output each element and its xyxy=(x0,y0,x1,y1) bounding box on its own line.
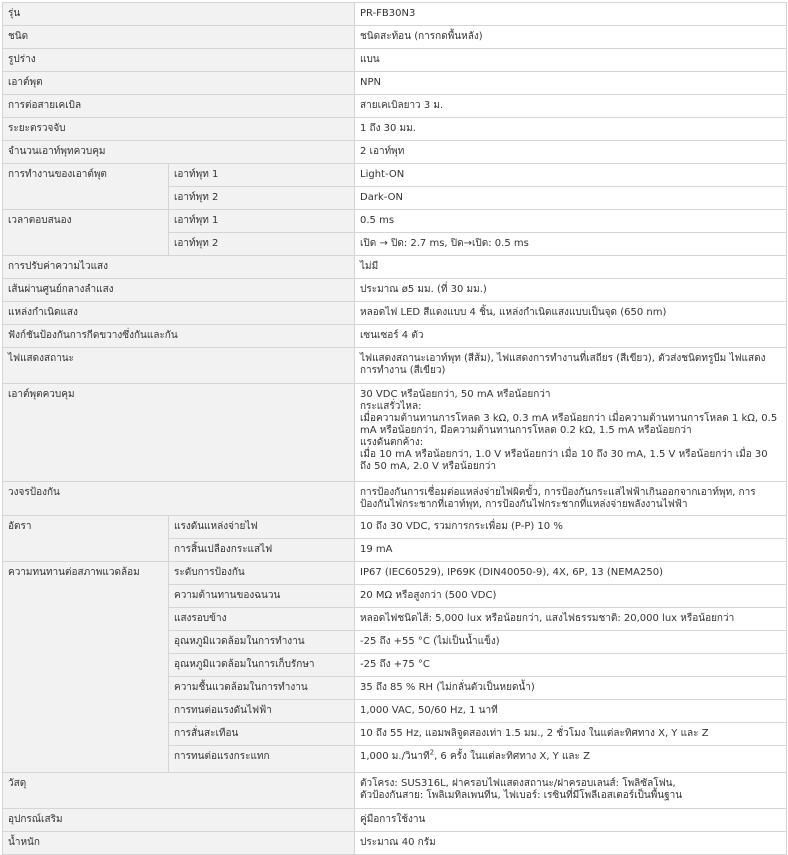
spec-value-env-1: IP67 (IEC60529), IP69K (DIN40050-9), 4X, 6P, 13 (NEMA250) xyxy=(355,562,787,585)
spec-row-light-source xyxy=(3,302,787,325)
spec-label-response-time: เวลาตอบสนอง xyxy=(3,210,169,256)
spec-label-detect-range: ระยะตรวจจับ xyxy=(3,118,355,141)
spec-value-indicator: ไฟแสดงสถานะเอาท์พุท (สีส้ม), ไฟแสดงการทำงานที่เสถียร (สีเขียว), ตัวส่งชนิดทรูบีม ไฟแสดงการทำงาน (สีเขียว) xyxy=(355,348,787,384)
spec-row-weight xyxy=(3,832,787,855)
control-output-line-4: แรงดันตกค้าง: xyxy=(360,437,424,448)
spec-value-env-7: 1,000 VAC, 50/60 Hz, 1 นาที xyxy=(355,700,787,723)
spec-row-control-output xyxy=(3,384,787,482)
spec-value-type: ชนิดสะท้อน (การกดพื้นหลัง) xyxy=(355,26,787,49)
spec-label-light-source: แหล่งกำเนิดแสง xyxy=(3,302,355,325)
spec-sub-env-4: อุณหภูมิแวดล้อมในการทำงาน xyxy=(169,631,355,654)
spec-value-shape: แบน xyxy=(355,49,787,72)
control-output-line-2: กระแสรั่วไหล: xyxy=(360,401,422,412)
spec-row-output-operation-1 xyxy=(3,164,787,187)
spec-row-response-time-1 xyxy=(3,210,787,233)
spec-label-protection-circuit: วงจรป้องกัน xyxy=(3,482,355,516)
spec-row-model xyxy=(3,3,787,26)
spec-sub-env-6: ความชื้นแวดล้อมในการทำงาน xyxy=(169,677,355,700)
spec-sub-env-5: อุณหภูมิแวดล้อมในการเก็บรักษา xyxy=(169,654,355,677)
spec-value-response-time-1: 0.5 ms xyxy=(355,210,787,233)
spec-sub-env-1: ระดับการป้องกัน xyxy=(169,562,355,585)
spec-row-indicator xyxy=(3,348,787,384)
spec-label-beam-diameter: เส้นผ่านศูนย์กลางลำแสง xyxy=(3,279,355,302)
spec-value-output-operation-1: Light-ON xyxy=(355,164,787,187)
spec-row-accessories xyxy=(3,809,787,832)
spec-value-env-5: -25 ถึง +75 °C xyxy=(355,654,787,677)
spec-sub-response-time-2: เอาท์พุท 2 xyxy=(169,233,355,256)
spec-value-sensitivity: ไม่มี xyxy=(355,256,787,279)
spec-value-supply-voltage: 10 ถึง 30 VDC, รวมการกระเพื่อม (P-P) 10 % xyxy=(355,516,787,539)
spec-label-model: รุ่น xyxy=(3,3,355,26)
spec-value-current-consumption: 19 mA xyxy=(355,539,787,562)
control-output-line-1: 30 VDC หรือน้อยกว่า, 50 mA หรือน้อยกว่า xyxy=(360,389,551,400)
spec-value-env-6: 35 ถึง 85 % RH (ไม่กลั่นตัวเป็นหยดน้ำ) xyxy=(355,677,787,700)
spec-value-detect-range: 1 ถึง 30 มม. xyxy=(355,118,787,141)
spec-value-env-8: 10 ถึง 55 Hz, แอมพลิจูดสองเท่า 1.5 มม., 2 ชั่วโมง ในแต่ละทิศทาง X, Y และ Z xyxy=(355,723,787,746)
spec-value-model: PR-FB30N3 xyxy=(355,3,787,26)
spec-value-output: NPN xyxy=(355,72,787,95)
spec-value-material xyxy=(355,773,787,809)
shock-value-part-a: 1,000 ม./วินาที xyxy=(360,751,430,762)
material-line-1: ตัวโครง: SUS316L, ฝาครอบไฟแสดงสถานะ/ฝาครอบเลนส์: โพลิซัลโฟน, xyxy=(360,778,676,789)
spec-label-rating: อัตรา xyxy=(3,516,169,562)
spec-label-sensitivity: การปรับค่าความไวแสง xyxy=(3,256,355,279)
spec-label-interference: ฟังก์ชันป้องกันการกีดขวางซึ่งกันและกัน xyxy=(3,325,355,348)
spec-row-protection-circuit xyxy=(3,482,787,516)
spec-label-output-operation: การทำงานของเอาต์พุต xyxy=(3,164,169,210)
spec-label-indicator: ไฟแสดงสถานะ xyxy=(3,348,355,384)
spec-value-env-3: หลอดไฟชนิดไส้: 5,000 lux หรือน้อยกว่า, แสงไฟธรรมชาติ: 20,000 lux หรือน้อยกว่า xyxy=(355,608,787,631)
shock-value-part-b: , 6 ครั้ง ในแต่ละทิศทาง X, Y และ Z xyxy=(434,751,590,762)
spec-row-material xyxy=(3,773,787,809)
spec-label-output-count: จำนวนเอาท์พุทควบคุม xyxy=(3,141,355,164)
spec-value-env-2: 20 MΩ หรือสูงกว่า (500 VDC) xyxy=(355,585,787,608)
spec-sub-output-operation-1: เอาท์พุท 1 xyxy=(169,164,355,187)
spec-sub-current-consumption: การสิ้นเปลืองกระแสไฟ xyxy=(169,539,355,562)
spec-row-sensitivity xyxy=(3,256,787,279)
spec-value-cable: สายเคเบิลยาว 3 ม. xyxy=(355,95,787,118)
spec-value-output-count: 2 เอาท์พุท xyxy=(355,141,787,164)
spec-value-control-output xyxy=(355,384,787,482)
spec-sub-env-8: การสั่นสะเทือน xyxy=(169,723,355,746)
spec-label-type: ชนิด xyxy=(3,26,355,49)
spec-value-env-9 xyxy=(355,746,787,773)
spec-sub-env-3: แสงรอบข้าง xyxy=(169,608,355,631)
spec-label-environment: ความทนทานต่อสภาพแวดล้อม xyxy=(3,562,169,773)
spec-value-interference: เซนเซอร์ 4 ตัว xyxy=(355,325,787,348)
spec-row-output-count xyxy=(3,141,787,164)
spec-row-type xyxy=(3,26,787,49)
spec-value-light-source: หลอดไฟ LED สีแดงแบบ 4 ชิ้น, แหล่งกำเนิดแสงแบบเป็นจุด (650 nm) xyxy=(355,302,787,325)
spec-sub-env-2: ความต้านทานของฉนวน xyxy=(169,585,355,608)
material-line-2: ตัวป้องกันสาย: โพลิเมทิลเพนทีน, ไฟเบอร์: เรซินที่มีโพลีเอสเตอร์เป็นพื้นฐาน xyxy=(360,790,683,801)
spec-row-beam-diameter xyxy=(3,279,787,302)
spec-table xyxy=(2,2,787,855)
spec-row-shape xyxy=(3,49,787,72)
control-output-line-5: เมื่อ 10 mA หรือน้อยกว่า, 1.0 V หรือน้อยกว่า เมื่อ 10 ถึง 30 mA, 1.5 V หรือน้อยกว่า เมื่อ 30 ถึง 50 mA, 2.0 V หรือน้อยกว่า xyxy=(360,449,768,472)
spec-row-output xyxy=(3,72,787,95)
spec-row-cable xyxy=(3,95,787,118)
spec-sub-env-9: การทนต่อแรงกระแทก xyxy=(169,746,355,773)
control-output-line-3: เมื่อความต้านทานการโหลด 3 kΩ, 0.3 mA หรือน้อยกว่า เมื่อความต้านทานการโหลด 1 kΩ, 0.5 mA หรือน้อยกว่า, มีอความต้านทานการโหลด 0.2 kΩ, 1.5 mA หรือน้อยกว่า xyxy=(360,413,778,436)
spec-label-accessories: อุปกรณ์เสริม xyxy=(3,809,355,832)
spec-row-rating-1 xyxy=(3,516,787,539)
spec-row-interference xyxy=(3,325,787,348)
shock-value-superscript: 2 xyxy=(429,748,435,757)
spec-sub-supply-voltage: แรงดันแหล่งจ่ายไฟ xyxy=(169,516,355,539)
spec-value-env-4: -25 ถึง +55 °C (ไม่เป็นน้ำแข็ง) xyxy=(355,631,787,654)
spec-sub-response-time-1: เอาท์พุท 1 xyxy=(169,210,355,233)
spec-label-control-output: เอาต์พุตควบคุม xyxy=(3,384,355,482)
spec-value-beam-diameter: ประมาณ ø5 มม. (ที่ 30 มม.) xyxy=(355,279,787,302)
spec-table-container xyxy=(2,2,786,855)
spec-value-weight: ประมาณ 40 กรัม xyxy=(355,832,787,855)
spec-sub-env-7: การทนต่อแรงดันไฟฟ้า xyxy=(169,700,355,723)
spec-label-output: เอาต์พุต xyxy=(3,72,355,95)
spec-value-protection-circuit: การป้องกันการเชื่อมต่อแหล่งจ่ายไฟผิดขั้ว, การป้องกันกระแสไฟฟ้าเกินออกจากเอาท์พุท, การป้องกันไฟกระชากที่เอาท์พุท, การป้องกันไฟกระชากที่แหล่งจ่ายพลังงานไฟฟ้า xyxy=(355,482,787,516)
spec-label-cable: การต่อสายเคเบิล xyxy=(3,95,355,118)
spec-sub-output-operation-2: เอาท์พุท 2 xyxy=(169,187,355,210)
spec-value-accessories: คู่มือการใช้งาน xyxy=(355,809,787,832)
spec-value-output-operation-2: Dark-ON xyxy=(355,187,787,210)
spec-row-env-1 xyxy=(3,562,787,585)
spec-row-detect-range xyxy=(3,118,787,141)
spec-value-response-time-2: เปิด → ปิด: 2.7 ms, ปิด→เปิด: 0.5 ms xyxy=(355,233,787,256)
spec-label-shape: รูปร่าง xyxy=(3,49,355,72)
spec-label-material: วัสดุ xyxy=(3,773,355,809)
spec-label-weight: น้ำหนัก xyxy=(3,832,355,855)
